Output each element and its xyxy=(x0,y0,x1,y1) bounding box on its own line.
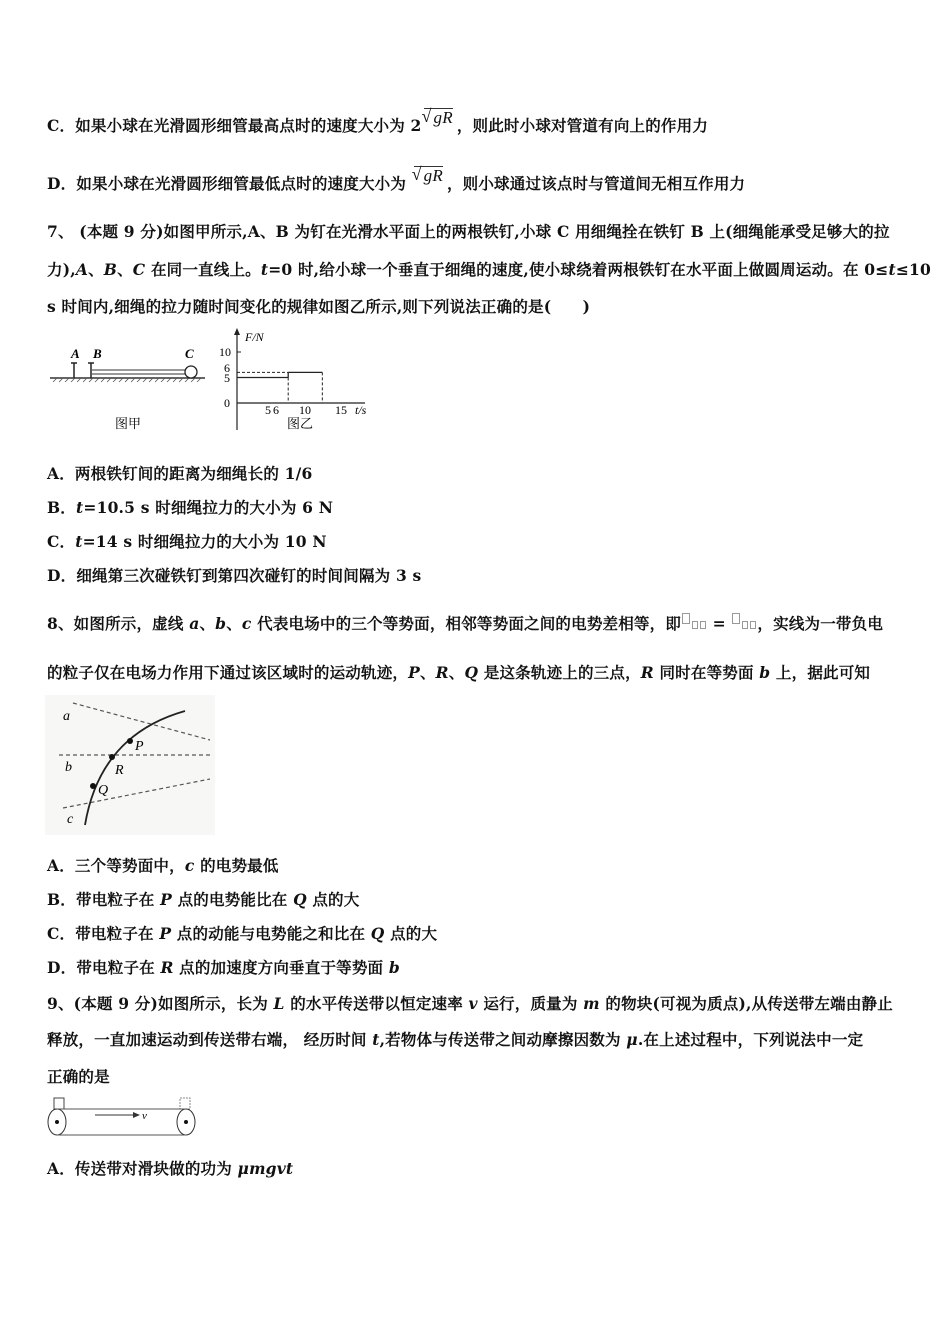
italic-variable: A xyxy=(75,260,89,279)
option-7c xyxy=(47,530,327,552)
italic-variable: C xyxy=(132,260,146,279)
italic-variable: t xyxy=(888,260,896,279)
figure-equipotential xyxy=(45,695,215,835)
text-segment: B．带电粒子在 xyxy=(47,890,161,909)
text-segment: D．带电粒子在 xyxy=(47,958,161,977)
text-segment: A．传送带对滑块做的功为 xyxy=(47,1159,238,1178)
q7-line-2 xyxy=(47,258,931,280)
q9-line-2 xyxy=(47,1028,863,1050)
velocity-label: v xyxy=(142,1110,147,1122)
x-axis-label: t/s xyxy=(355,403,367,417)
italic-variable: a xyxy=(189,614,200,633)
text-segment: 、 xyxy=(88,260,104,279)
text-segment: D．如果小球在光滑圆形细管最低点时的速度大小为 xyxy=(47,174,412,193)
missing-glyph-icon xyxy=(681,614,707,633)
italic-variable: B xyxy=(103,260,118,279)
option-8d xyxy=(47,956,400,978)
label-b: B xyxy=(93,346,102,361)
italic-variable: μ xyxy=(626,1030,638,1049)
text-segment: 9、(本题 9 分)如图所示，长为 xyxy=(47,994,274,1013)
text-segment: 、 xyxy=(199,614,216,633)
italic-variable: b xyxy=(759,663,771,682)
italic-variable: R xyxy=(640,663,654,682)
label-b: b xyxy=(65,760,72,775)
text-segment: 同时在等势面 xyxy=(653,663,760,682)
text-segment: 点的电势能比在 xyxy=(171,890,294,909)
text-segment: 的水平传送带以恒定速率 xyxy=(284,994,469,1013)
label-c: C xyxy=(185,346,194,361)
text-segment: 、 xyxy=(448,663,465,682)
italic-variable: m xyxy=(583,994,600,1013)
text-segment: =14 s 时细绳拉力的大小为 10 N xyxy=(82,532,327,551)
x-tick-10: 10 xyxy=(299,403,311,417)
y-axis-label: F/N xyxy=(245,330,264,344)
text-segment: 、 xyxy=(226,614,242,633)
italic-variable: t xyxy=(372,1030,380,1049)
italic-variable: Q xyxy=(464,663,479,682)
missing-glyph-icon xyxy=(731,614,757,633)
y-tick-6: 6 xyxy=(224,361,230,375)
text-segment: 点的大 xyxy=(384,924,438,943)
option-8c xyxy=(47,922,437,944)
text-segment: C．带电粒子在 xyxy=(47,924,160,943)
italic-variable: t xyxy=(75,532,83,551)
q8-line-2 xyxy=(47,661,870,683)
text-segment: A．三个等势面中， xyxy=(47,856,185,875)
caption-jia: 图甲 xyxy=(115,416,142,431)
option-8a xyxy=(47,854,279,876)
text-segment: 的粒子仅在电场力作用下通过该区域时的运动轨迹， xyxy=(47,663,409,682)
q7-line-1 xyxy=(47,220,890,242)
italic-variable: c xyxy=(184,856,195,875)
text-segment: 点的大 xyxy=(306,890,360,909)
text-segment: A．两根铁钉间的距离为细绳长的 1/6 xyxy=(47,464,313,483)
text-segment: = xyxy=(707,614,732,633)
text-segment: 在同一直线上。 xyxy=(145,260,261,279)
option-9a xyxy=(47,1157,293,1179)
text-segment: 、 xyxy=(419,663,436,682)
text-segment: 是这条轨迹上的三点， xyxy=(478,663,641,682)
text-segment: .在上述过程中，下列说法中一定 xyxy=(637,1030,864,1049)
figure-yi-chart xyxy=(215,325,385,437)
text-segment: 点的加速度方向垂直于等势面 xyxy=(173,958,389,977)
option-6c xyxy=(47,108,709,136)
text-segment: 的电势最低 xyxy=(194,856,279,875)
sqrt-expression: √ gR xyxy=(414,166,443,185)
figure-conveyor xyxy=(45,1095,205,1140)
text-segment: C．如果小球在光滑圆形细管最高点时的速度大小为 2 xyxy=(47,116,422,135)
y-tick-10: 10 xyxy=(219,345,231,359)
text-segment: D．细绳第三次碰铁钉到第四次碰钉的时间间隔为 3 s xyxy=(47,566,422,585)
option-7a xyxy=(47,462,312,484)
y-tick-0: 0 xyxy=(224,396,230,410)
label-r: R xyxy=(115,763,124,778)
text-segment: ≤10 xyxy=(895,260,931,279)
option-7d xyxy=(47,564,421,586)
text-segment: C． xyxy=(47,532,76,551)
text-segment: 释放，一直加速运动到传送带右端， 经历时间 xyxy=(47,1030,373,1049)
label-q: Q xyxy=(98,783,109,798)
text-segment: ，实线为一带负电 xyxy=(757,614,884,633)
label-c: c xyxy=(67,812,74,827)
x-tick-6: 6 xyxy=(273,403,279,417)
q8-line-1 xyxy=(47,612,883,634)
text-segment: 正确的是 xyxy=(47,1067,110,1086)
text-segment: ，则此时小球对管道有向上的作用力 xyxy=(456,116,709,135)
italic-variable: c xyxy=(241,614,252,633)
figure-jia xyxy=(45,330,210,435)
text-segment: =10.5 s 时细绳拉力的大小为 6 N xyxy=(83,498,334,517)
italic-variable: Q xyxy=(293,890,307,909)
italic-variable: v xyxy=(468,994,478,1013)
italic-variable: P xyxy=(160,890,172,909)
q9-line-1 xyxy=(47,992,893,1014)
text-segment: 运行，质量为 xyxy=(477,994,584,1013)
caption-yi: 图乙 xyxy=(287,416,314,431)
text-segment: ,若物体与传送带之间动摩擦因数为 xyxy=(379,1030,627,1049)
italic-variable: b xyxy=(215,614,227,633)
text-segment: 上，据此可知 xyxy=(770,663,871,682)
italic-variable: P xyxy=(408,663,420,682)
label-a: a xyxy=(63,709,70,724)
x-tick-5: 5 xyxy=(265,403,271,417)
label-a: A xyxy=(71,346,80,361)
text-segment: =0 时,给小球一个垂直于细绳的速度,使小球绕着两根铁钉在水平面上做圆周运动。在 0≤ xyxy=(268,260,889,279)
text-segment: s 时间内,细绳的拉力随时间变化的规律如图乙所示,则下列说法正确的是( ) xyxy=(47,297,591,316)
x-tick-15: 15 xyxy=(335,403,347,417)
text-segment: B． xyxy=(47,498,77,517)
q7-line-3 xyxy=(47,295,590,317)
option-8b xyxy=(47,888,359,910)
option-7b xyxy=(47,496,333,518)
italic-variable: t xyxy=(260,260,269,279)
y-tick-5: 5 xyxy=(224,371,230,385)
italic-variable: μmgvt xyxy=(237,1159,294,1178)
text-segment: 7、 (本题 9 分)如图甲所示,A、B 为钉在光滑水平面上的两根铁钉,小球 C 用细绳拴在铁钉 B 上(细绳能承受足够大的拉 xyxy=(47,222,890,241)
sqrt-expression: √ gR xyxy=(424,108,453,127)
italic-variable: R xyxy=(160,958,174,977)
text-segment: 力), xyxy=(47,260,76,279)
text-segment: 8、如图所示，虚线 xyxy=(47,614,190,633)
text-segment: 代表电场中的三个等势面，相邻等势面之间的电势差相等，即 xyxy=(251,614,682,633)
italic-variable: P xyxy=(159,924,172,943)
italic-variable: Q xyxy=(370,924,385,943)
italic-variable: L xyxy=(273,994,285,1013)
q9-line-3 xyxy=(47,1065,110,1087)
text-segment: 点的动能与电势能之和比在 xyxy=(171,924,371,943)
label-p: P xyxy=(135,739,144,754)
italic-variable: b xyxy=(388,958,400,977)
text-segment: ，则小球通过该点时与管道间无相互作用力 xyxy=(446,174,746,193)
text-segment: 、 xyxy=(117,260,133,279)
option-6d xyxy=(47,166,746,194)
text-segment: 的物块(可视为质点),从传送带左端由静止 xyxy=(599,994,893,1013)
italic-variable: t xyxy=(76,498,84,517)
italic-variable: R xyxy=(435,663,449,682)
